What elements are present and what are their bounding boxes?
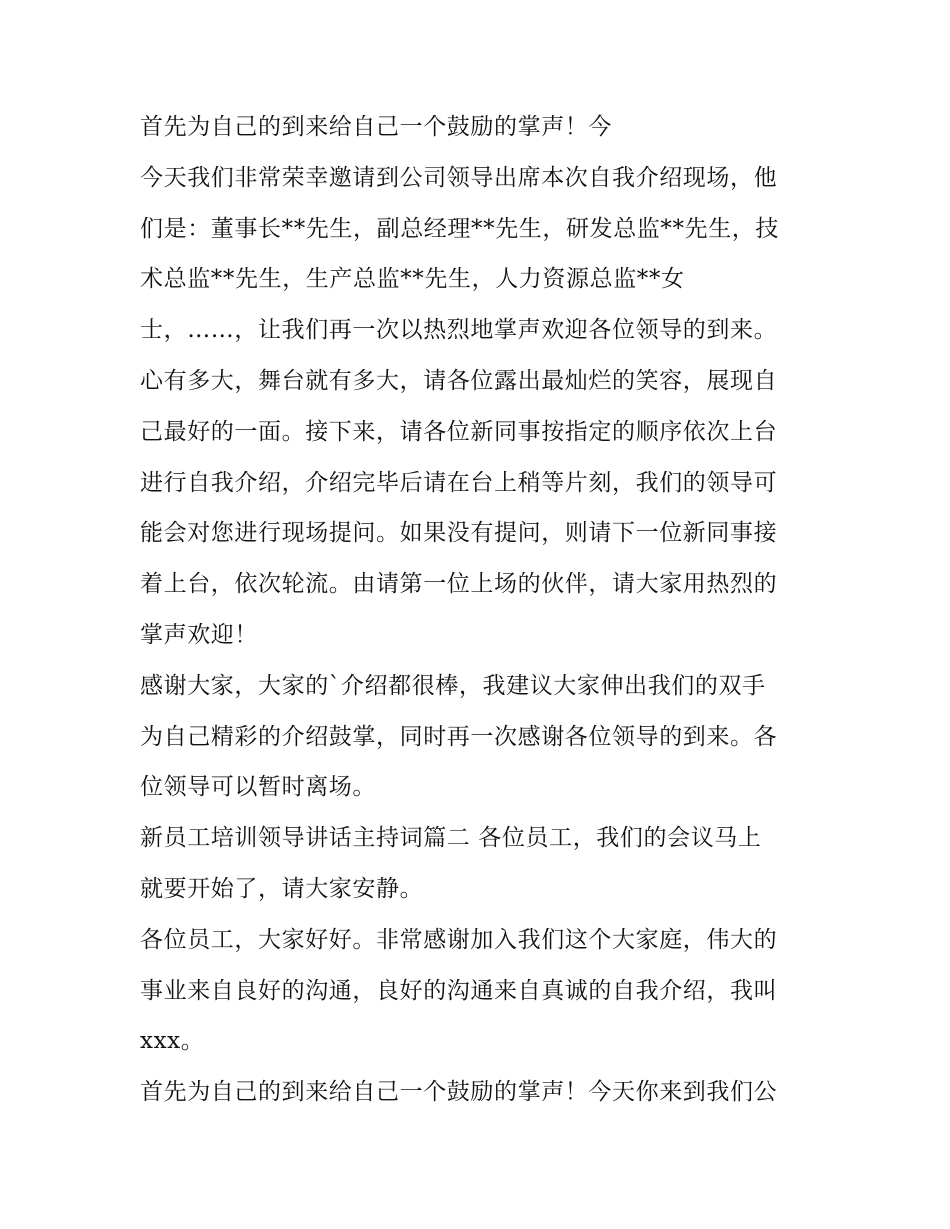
text-line: 首先为自己的到来给自己一个鼓励的掌声！今天你来到我们公	[140, 1079, 778, 1106]
text-line: 术总监**先生，生产总监**先生，人力资源总监**女	[140, 266, 685, 293]
text-line: 们是：董事长**先生，副总经理**先生，研发总监**先生，技	[140, 215, 779, 242]
text-line: 首先为自己的到来给自己一个鼓励的掌声！今	[140, 114, 612, 140]
text-line: 心有多大，舞台就有多大，请各位露出最灿烂的笑容，展现自	[140, 367, 778, 394]
text-line: 为自己精彩的介绍鼓掌，同时再一次感谢各位领导的到来。各	[140, 723, 778, 750]
text-line: 新员工培训领导讲话主持词篇二 各位员工，我们的会议马上	[140, 825, 762, 852]
text-line: 掌声欢迎！	[140, 621, 258, 648]
text-line: xxx。	[140, 1028, 205, 1055]
text-line: 位领导可以暂时离场。	[140, 774, 376, 801]
text-line: 就要开始了，请大家安静。	[140, 875, 424, 902]
text-line: 己最好的一面。接下来，请各位新同事按指定的顺序依次上台	[140, 418, 778, 445]
text-line: 各位员工，大家好好。非常感谢加入我们这个大家庭，伟大的	[140, 926, 778, 953]
text-line: 着上台，依次轮流。由请第一位上场的伙伴，请大家用热烈的	[140, 571, 778, 598]
text-line: 事业来自良好的沟通，良好的沟通来自真诚的自我介绍，我叫	[140, 977, 778, 1004]
text-line: 今天我们非常荣幸邀请到公司领导出席本次自我介绍现场，他	[140, 164, 778, 191]
text-line: 士，……，让我们再一次以热烈地掌声欢迎各位领导的到来。	[140, 317, 778, 344]
document-body	[140, 102, 820, 1118]
text-line: 进行自我介绍，介绍完毕后请在台上稍等片刻，我们的领导可	[140, 469, 778, 496]
text-line: 能会对您进行现场提问。如果没有提问，则请下一位新同事接	[140, 520, 778, 547]
text-line: 感谢大家，大家的`介绍都很棒，我建议大家伸出我们的双手	[140, 672, 766, 699]
